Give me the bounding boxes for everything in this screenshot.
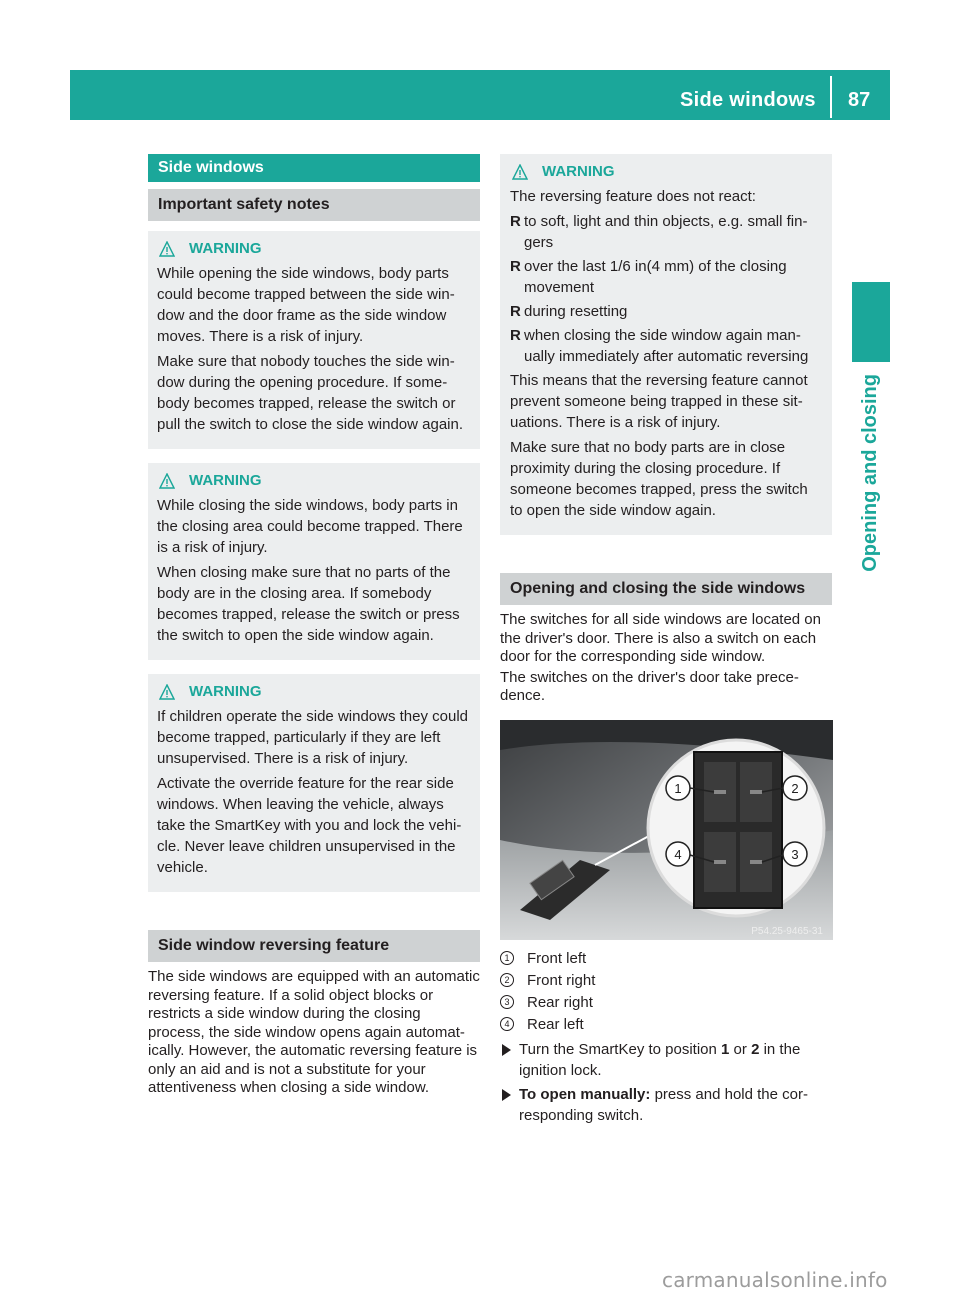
list-item: R over the last 1/6 in(4 mm) of the closing movement [510,258,787,296]
list-item: R during resetting [510,303,628,320]
warning-text: Make sure that nobody touches the side window during the opening procedure. If somebody becomes trapped, release the switch or pull the switch to close the side window again. [157,353,464,433]
step-arrow-icon [502,1044,511,1056]
warning-label: WARNING [189,472,262,489]
svg-text:2: 2 [791,780,799,796]
warning-header [157,682,471,702]
chapter-tab-block [852,282,890,362]
warning-bullet-list [510,211,823,367]
warning-box-4 [500,154,832,535]
callout-4 [666,842,690,866]
footer-watermark: carmanualsonline.info [662,1268,888,1292]
subsection-title: Important safety notes [148,189,480,221]
list-item: R to soft, light and thin objects, e.g. small fingers [510,213,808,251]
reversing-text: The side windows are equipped with an automatic reversing feature. If a solid object blocks or restricts a side window during the closing process, the side window opens again automatically. However, the automatic reversing feature is only an aid and is not a substitute for your attentiveness when closing a side window. [148,968,480,1096]
warning-intro: The reversing feature does not react: [510,188,756,205]
warning-text: Make sure that no body parts are in close proximity during the closing procedure. If someone becomes trapped, press the switch to open the side window again. [510,439,808,519]
warning-box-1 [148,231,480,449]
warning-box-3 [148,674,480,892]
svg-text:4: 4 [674,846,682,862]
warning-text: If children operate the side windows they could become trapped, particularly if they are left unsupervised. There is a risk of injury. [157,708,469,767]
legend-item: 2 Front right [500,970,832,991]
photo-code: P54.25-9465-31 [751,925,823,937]
opening-text-1: The switches for all side windows are located on the driver's door. There is also a switch on each door for the corresponding side window. [500,611,821,665]
list-item: R when closing the side window again manually immediately after automatic reversing [510,327,809,365]
opening-text-2: The switches on the driver's door take precedence. [500,668,799,704]
header-separator [830,76,832,118]
callout-legend [500,948,832,1035]
page-number: 87 [848,89,871,111]
legend-item: 3 Rear right [500,992,832,1013]
callout-2 [783,776,807,800]
warning-header [510,162,823,182]
chapter-tab-label: Opening and closing [859,374,881,572]
warning-header [157,239,471,259]
switch-panel-illustration [500,720,833,940]
callout-1 [666,776,690,800]
right-column [500,154,832,1129]
warning-text: This means that the reversing feature cannot prevent someone being trapped in these situations. There is a risk of injury. [510,372,808,431]
instruction-step: Turn the SmartKey to position 1 or 2 in the ignition lock. [500,1039,832,1081]
warning-text: While opening the side windows, body parts could become trapped between the side window and the door frame as the side window moves. There is a risk of injury. [157,265,455,345]
warning-text: When closing make sure that no parts of the body are in the closing area. If somebody becomes trapped, release the switch or press the switch to open the side window again. [157,564,460,644]
warning-text: While closing the side windows, body parts in the closing area could become trapped. There is a risk of injury. [157,497,463,556]
header-title: Side windows [680,89,816,111]
warning-triangle-icon [512,164,528,180]
legend-item: 4 Rear left [500,1014,832,1035]
warning-text: Activate the override feature for the rear side windows. When leaving the vehicle, always take the SmartKey with you and lock the vehicle. Never leave children unsupervised in the vehicle. [157,775,462,876]
instruction-step: To open manually: press and hold the corresponding switch. [500,1084,832,1126]
warning-label: WARNING [189,683,262,700]
window-switch-photo [500,720,833,940]
instruction-steps [500,1039,832,1126]
warning-triangle-icon [159,684,175,700]
step-arrow-icon [502,1089,511,1101]
warning-triangle-icon [159,473,175,489]
warning-triangle-icon [159,241,175,257]
svg-text:1: 1 [674,780,682,796]
section-title: Side windows [148,154,480,182]
opening-section-title: Opening and closing the side windows [500,573,832,605]
callout-3 [783,842,807,866]
reversing-section-title: Side window reversing feature [148,930,480,962]
legend-item: 1 Front left [500,948,832,969]
left-column [148,154,480,1098]
svg-text:3: 3 [791,846,799,862]
warning-box-2 [148,463,480,660]
warning-label: WARNING [542,163,615,180]
warning-header [157,471,471,491]
warning-label: WARNING [189,240,262,257]
